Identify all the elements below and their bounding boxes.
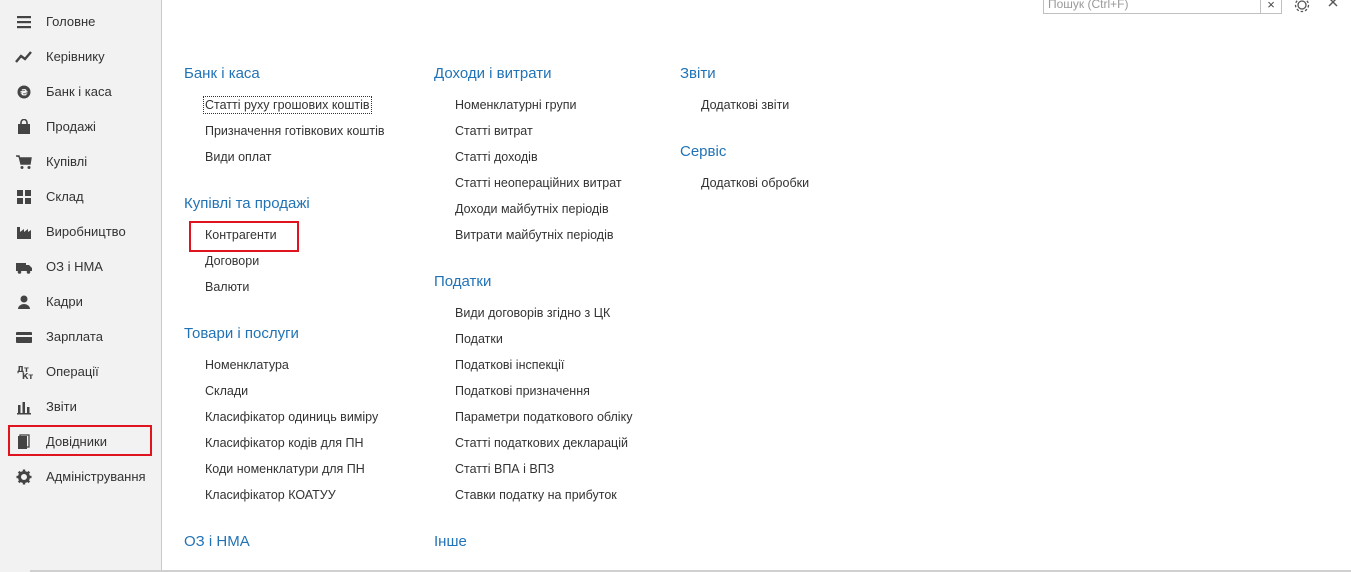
settings-icon[interactable]: [1293, 0, 1311, 14]
sidebar-item-label: Продажі: [46, 119, 96, 134]
factory-icon: [15, 224, 33, 240]
link-koatuu-classifier[interactable]: Класифікатор КОАТУУ: [205, 488, 336, 502]
sidebar-item-label: Головне: [46, 14, 96, 29]
search-clear-button[interactable]: [1261, 0, 1282, 14]
section-title-purchases-sales: Купівлі та продажі: [184, 195, 310, 212]
bar-chart-icon: [15, 399, 33, 415]
books-icon: [15, 434, 33, 450]
section-title-service: Сервіс: [680, 143, 727, 160]
sidebar: [0, 0, 162, 572]
link-tax-inspections[interactable]: Податкові інспекції: [455, 358, 565, 372]
link-units-classifier[interactable]: Класифікатор одиниць виміру: [205, 410, 379, 424]
section-title-fixed-assets: ОЗ і НМА: [184, 533, 250, 550]
section-title-other: Інше: [434, 533, 467, 550]
sidebar-item-label: Керівнику: [46, 49, 105, 64]
sidebar-item-label: Довідники: [46, 434, 107, 449]
svg-text:Дт: Дт: [17, 364, 29, 374]
link-nomenclature[interactable]: Номенклатура: [205, 358, 289, 372]
sidebar-item-label: Купівлі: [46, 154, 88, 169]
gear-icon: [15, 469, 33, 485]
currency-icon: [15, 84, 33, 100]
top-bar: [0, 0, 1351, 20]
sidebar-item-reports[interactable]: [0, 389, 161, 424]
sidebar-item-label: Кадри: [46, 294, 83, 309]
link-currencies[interactable]: Валюти: [205, 280, 250, 294]
link-tax-declaration-items[interactable]: Статті податкових декларацій: [455, 436, 628, 450]
sidebar-item-label: Адміністрування: [46, 469, 146, 484]
sidebar-item-administration[interactable]: [0, 459, 161, 494]
link-additional-processing[interactable]: Додаткові обробки: [701, 176, 810, 190]
cart-icon: [15, 154, 33, 170]
wallet-icon: [15, 329, 33, 345]
link-additional-reports[interactable]: Додаткові звіти: [701, 98, 790, 112]
sidebar-item-hr[interactable]: [0, 284, 161, 319]
link-tax-accounting-params[interactable]: Параметри податкового обліку: [455, 410, 633, 424]
link-income-items[interactable]: Статті доходів: [455, 150, 538, 164]
link-cash-purposes[interactable]: Призначення готівкових коштів: [205, 124, 385, 138]
link-vpa-vpz-items[interactable]: Статті ВПА і ВПЗ: [455, 462, 555, 476]
sidebar-item-label: Виробництво: [46, 224, 126, 239]
sidebar-item-salary[interactable]: [0, 319, 161, 354]
sidebar-item-label: Звіти: [46, 399, 77, 414]
link-expense-items[interactable]: Статті витрат: [455, 124, 533, 138]
sidebar-item-sales[interactable]: [0, 109, 161, 144]
link-nomenclature-groups[interactable]: Номенклатурні групи: [455, 98, 577, 112]
sidebar-item-operations[interactable]: [0, 354, 161, 389]
svg-text:Кт: Кт: [22, 371, 33, 380]
link-profit-tax-rates[interactable]: Ставки податку на прибуток: [455, 488, 617, 502]
link-warehouses[interactable]: Склади: [205, 384, 249, 398]
sidebar-item-bank[interactable]: [0, 74, 161, 109]
sidebar-item-label: Операції: [46, 364, 99, 379]
trend-icon: [15, 49, 33, 65]
sidebar-item-warehouse[interactable]: [0, 179, 161, 214]
link-deferred-income[interactable]: Доходи майбутніх періодів: [455, 202, 609, 216]
sidebar-item-production[interactable]: [0, 214, 161, 249]
section-title-taxes: Податки: [434, 273, 492, 290]
section-title-goods: Товари і послуги: [184, 325, 299, 342]
link-tax-codes-classifier[interactable]: Класифікатор кодів для ПН: [205, 436, 364, 450]
sidebar-item-label: Банк і каса: [46, 84, 112, 99]
sidebar-item-label: Зарплата: [46, 329, 103, 344]
sidebar-item-manager[interactable]: [0, 39, 161, 74]
link-contracts[interactable]: Договори: [205, 254, 260, 268]
sidebar-item-fixed-assets[interactable]: [0, 249, 161, 284]
link-counterparties[interactable]: Контрагенти: [205, 228, 277, 242]
link-nomenclature-codes[interactable]: Коди номенклатури для ПН: [205, 462, 365, 476]
sidebar-item-label: Склад: [46, 189, 84, 204]
link-taxes[interactable]: Податки: [455, 332, 503, 346]
close-icon[interactable]: [1327, 0, 1339, 8]
link-non-operating-expenses[interactable]: Статті неопераційних витрат: [455, 176, 622, 190]
section-title-bank: Банк і каса: [184, 65, 260, 82]
link-tax-purposes[interactable]: Податкові призначення: [455, 384, 590, 398]
debit-credit-icon: [15, 364, 33, 380]
section-title-income: Доходи і витрати: [434, 65, 552, 82]
sidebar-item-label: ОЗ і НМА: [46, 259, 103, 274]
search-input[interactable]: [1043, 0, 1261, 14]
truck-icon: [15, 259, 33, 275]
person-icon: [15, 294, 33, 310]
warehouse-grid-icon: [15, 189, 33, 205]
link-deferred-expenses[interactable]: Витрати майбутніх періодів: [455, 228, 614, 242]
shopping-bag-icon: [15, 119, 33, 135]
clear-icon: ×: [1267, 0, 1275, 12]
section-title-reports: Звіти: [680, 65, 716, 82]
link-contract-types[interactable]: Види договорів згідно з ЦК: [455, 306, 611, 320]
link-cash-flow-items[interactable]: Статті руху грошових коштів: [205, 98, 370, 112]
link-payment-types[interactable]: Види оплат: [205, 150, 272, 164]
sidebar-item-directories[interactable]: [0, 424, 161, 459]
svg-text:₴: ₴: [20, 88, 28, 98]
sidebar-item-purchases[interactable]: [0, 144, 161, 179]
